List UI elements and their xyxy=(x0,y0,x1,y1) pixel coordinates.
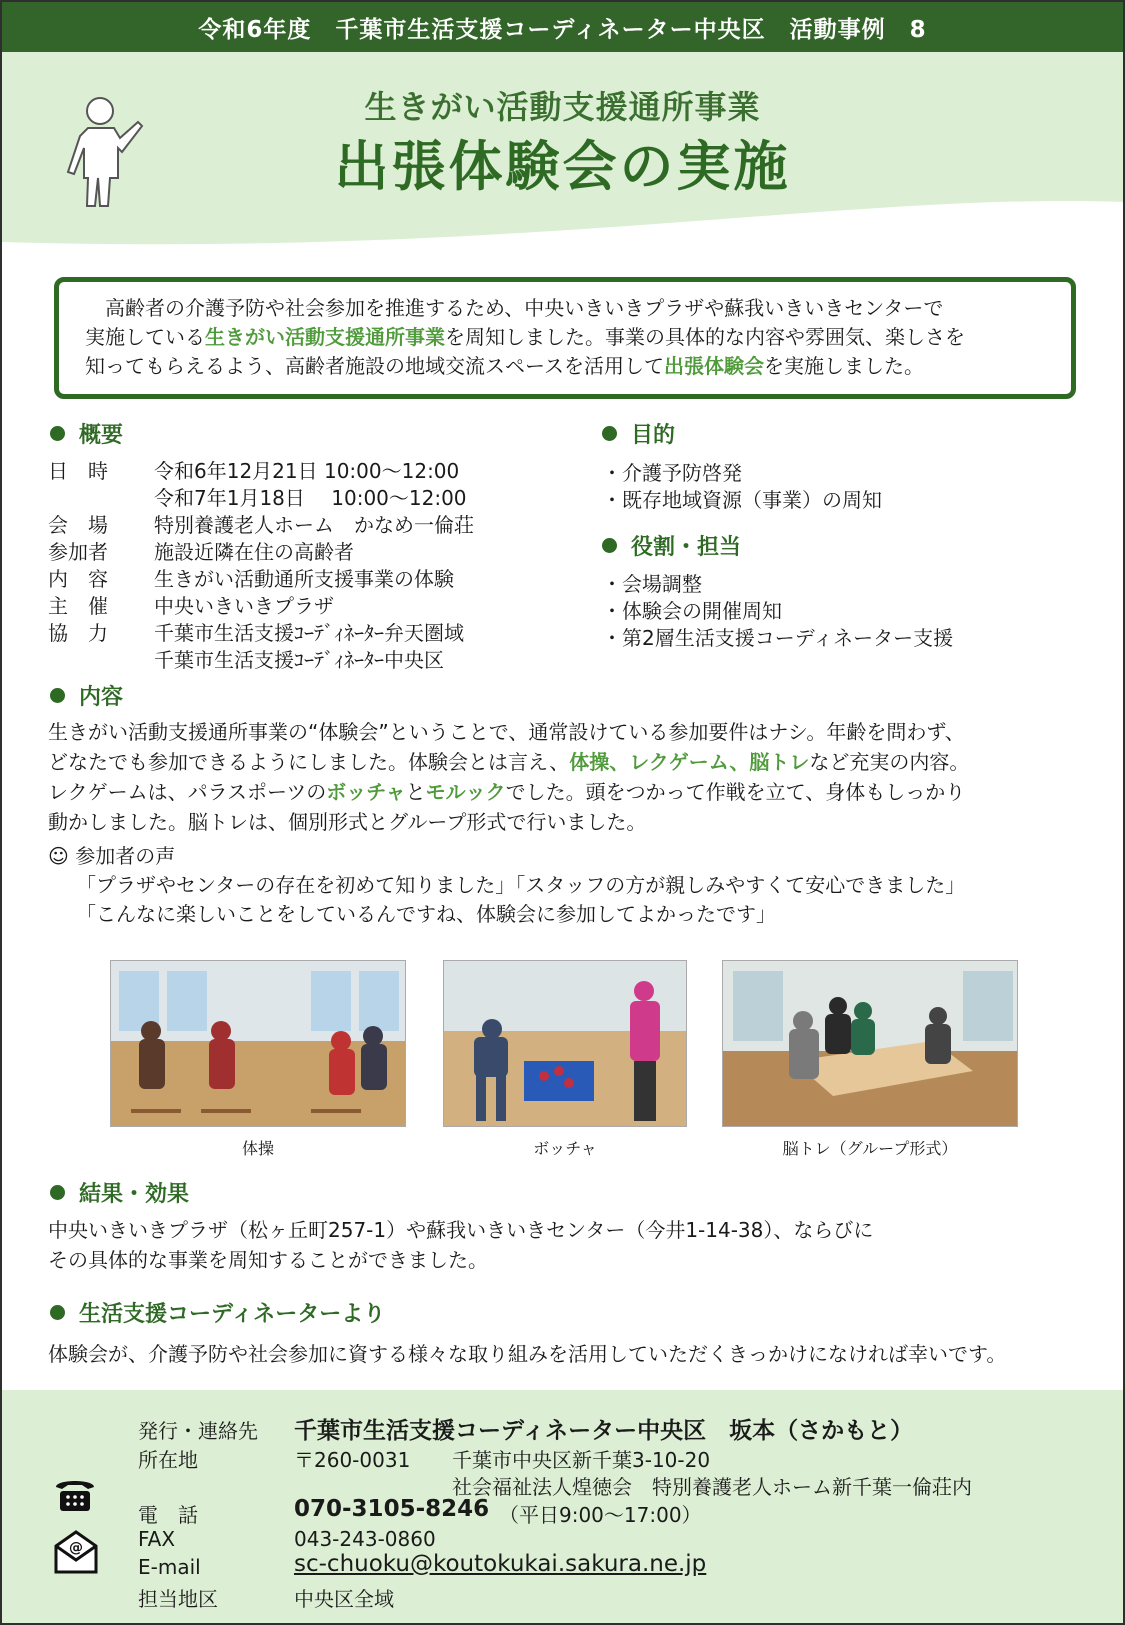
list-item: ・会場調整 xyxy=(602,572,702,596)
bullet-icon xyxy=(602,538,617,553)
purpose-heading xyxy=(602,418,675,449)
content-heading xyxy=(50,680,123,711)
row-value: 令和7年1月18日 10:00～12:00 xyxy=(154,486,467,510)
overview-heading xyxy=(50,418,123,449)
coordinator-line: 体験会が、介護予防や社会参加に資する様々な取り組みを活用していただくきっかけになければ幸いです。 xyxy=(48,1342,1007,1366)
postal-code: 〒260-0031 xyxy=(294,1448,411,1472)
content-highlight: モルック xyxy=(425,780,506,804)
result-line: 中央いきいきプラザ（松ヶ丘町257-1）や蘇我いきいきセンター（今井1-14-38）、ならびに xyxy=(48,1218,874,1242)
voice-quote: 「こんなに楽しいことをしているんですね、体験会に参加してよかったです」 xyxy=(76,902,776,926)
heading-text: 目的 xyxy=(631,423,676,448)
bullet-icon xyxy=(50,426,65,441)
svg-text:@: @ xyxy=(69,1540,83,1556)
phone-hours: （平日9:00～17:00） xyxy=(499,1503,702,1527)
row-value: 生きがい活動通所支援事業の体験 xyxy=(154,567,454,591)
address-line: 千葉市中央区新千葉3-10-20 xyxy=(452,1448,711,1472)
row-value: 施設近隣在住の高齢者 xyxy=(154,540,354,564)
row-value: 特別養護老人ホーム かなめ一倫荘 xyxy=(154,513,474,537)
content-line: 生きがい活動支援通所事業の“体験会”ということで、通常設けている参加要件はナシ。年齢を問わず、 xyxy=(48,720,965,744)
intro-line xyxy=(85,294,1045,323)
row-label: 主 催 xyxy=(48,594,108,618)
phone-number[interactable]: 070-3105-8246 xyxy=(294,1496,490,1522)
photo-exercise xyxy=(110,960,406,1127)
hero-title: 出張体験会の実施 xyxy=(334,135,791,198)
content-line xyxy=(48,777,969,807)
list-item: ・第2層生活支援コーディネーター支援 xyxy=(602,626,954,650)
result-body xyxy=(48,1215,873,1275)
hero xyxy=(2,52,1123,252)
row-value: 千葉市生活支援ｺｰﾃﾞｨﾈｰﾀｰ弁天圏域 xyxy=(154,621,464,645)
role-list xyxy=(602,571,953,652)
heading-text: 概要 xyxy=(79,423,124,448)
content-line xyxy=(48,747,969,777)
row-value: 千葉市生活支援ｺｰﾃﾞｨﾈｰﾀｰ中央区 xyxy=(154,648,444,672)
fax-number: 043-243-0860 xyxy=(294,1527,436,1551)
intro-text: を周知しました。事業の具体的な内容や雰囲気、楽しさを xyxy=(445,325,965,349)
photo-brain-training-image xyxy=(723,961,1018,1127)
row-label: 日 時 xyxy=(48,459,108,483)
header-banner: 令和6年度 千葉市生活支援コーディネーター中央区 活動事例 8 xyxy=(2,2,1123,52)
overview-row xyxy=(48,620,474,647)
email-icon xyxy=(52,1530,100,1574)
publisher-name: 千葉市生活支援コーディネーター中央区 坂本（さかもと） xyxy=(294,1418,914,1444)
address-label: 所在地 xyxy=(138,1448,198,1472)
heading-text: 結果・効果 xyxy=(79,1182,190,1207)
heading-text: 生活支援コーディネーターより xyxy=(79,1302,386,1327)
row-label: 参加者 xyxy=(48,540,108,564)
fax-label: FAX xyxy=(138,1527,176,1551)
intro-text: 実施している xyxy=(85,325,205,349)
bullet-icon xyxy=(50,688,65,703)
content-text: でした。頭をつかって作戦を立て、身体もしっかり xyxy=(505,780,966,804)
row-label: 内 容 xyxy=(48,567,108,591)
intro-line xyxy=(85,323,1045,352)
voice-quote: 「プラザやセンターの存在を初めて知りました」「スタッフの方が親しみやすくて安心できました」 xyxy=(76,873,966,897)
telephone-icon xyxy=(52,1475,98,1515)
coordinator-heading xyxy=(50,1297,385,1328)
photo-caption: 体操 xyxy=(241,1139,274,1158)
photo-caption: 脳トレ（グループ形式） xyxy=(782,1139,958,1158)
content-text: と xyxy=(405,780,426,804)
photo-boccia xyxy=(443,960,687,1127)
area-value: 中央区全域 xyxy=(294,1587,394,1611)
phone-label: 電 話 xyxy=(138,1503,198,1527)
bullet-icon xyxy=(50,1185,65,1200)
publisher-label: 発行・連絡先 xyxy=(138,1419,258,1443)
overview-row xyxy=(48,593,474,620)
content-text: どなたでも参加できるようにしました。体験会とは言え、 xyxy=(48,750,570,774)
voices-label: ☺ 参加者の声 xyxy=(48,844,176,868)
intro-text: を実施しました。 xyxy=(764,354,924,378)
purpose-list xyxy=(602,460,882,514)
role-heading xyxy=(602,530,741,561)
list-item: ・介護予防啓発 xyxy=(602,461,742,485)
intro-line xyxy=(85,352,1045,381)
photo-brain-training xyxy=(722,960,1018,1127)
intro-box xyxy=(54,277,1076,399)
overview-row xyxy=(48,512,474,539)
bullet-icon xyxy=(50,1305,65,1320)
row-label xyxy=(48,485,154,512)
row-label xyxy=(48,647,154,674)
overview-table xyxy=(48,458,474,674)
result-heading xyxy=(50,1177,189,1208)
overview-row xyxy=(48,539,474,566)
footer xyxy=(2,1390,1123,1625)
email-link[interactable]: sc-chuoku@koutokukai.sakura.ne.jp xyxy=(294,1551,707,1577)
intro-highlight: 出張体験会 xyxy=(664,354,764,378)
email-label: E-mail xyxy=(138,1555,201,1579)
heading-text: 内容 xyxy=(79,685,124,710)
address-line: 社会福祉法人煌徳会 特別養護老人ホーム新千葉一倫荘内 xyxy=(452,1475,972,1499)
content-highlight: ボッチャ xyxy=(326,780,406,804)
row-label: 協 力 xyxy=(48,621,108,645)
row-value: 中央いきいきプラザ xyxy=(154,594,334,618)
intro-text: 知ってもらえるよう、高齢者施設の地域交流スペースを活用して xyxy=(85,354,664,378)
overview-row xyxy=(48,485,474,512)
coordinator-body xyxy=(48,1339,1006,1369)
result-line: その具体的な事業を周知することができました。 xyxy=(48,1248,488,1272)
photo-caption: ボッチャ xyxy=(533,1139,597,1158)
intro-highlight: 生きがい活動支援通所事業 xyxy=(205,325,445,349)
content-body xyxy=(48,717,969,837)
photo-boccia-image xyxy=(444,961,687,1127)
heading-text: 役割・担当 xyxy=(631,535,742,560)
intro-text: 高齢者の介護予防や社会参加を推進するため、中央いきいきプラザや蘇我いきいきセンターで xyxy=(105,296,944,320)
content-highlight: 体操、レクゲーム、脳トレ xyxy=(569,750,810,774)
row-label: 会 場 xyxy=(48,513,108,537)
row-value: 令和6年12月21日 10:00～12:00 xyxy=(154,459,460,483)
content-line: 動かしました。脳トレは、個別形式とグループ形式で行いました。 xyxy=(48,810,647,834)
hero-subtitle: 生きがい活動支援通所事業 xyxy=(364,88,761,126)
content-text: レクゲームは、パラスポーツの xyxy=(48,780,327,804)
participant-voices xyxy=(48,842,965,929)
overview-row xyxy=(48,566,474,593)
photo-exercise-image xyxy=(111,961,406,1127)
list-item: ・体験会の開催周知 xyxy=(602,599,782,623)
area-label: 担当地区 xyxy=(138,1587,218,1611)
overview-row xyxy=(48,458,474,485)
content-text: など充実の内容。 xyxy=(809,750,970,774)
list-item: ・既存地域資源（事業）の周知 xyxy=(602,488,882,512)
overview-row xyxy=(48,647,474,674)
bullet-icon xyxy=(602,426,617,441)
